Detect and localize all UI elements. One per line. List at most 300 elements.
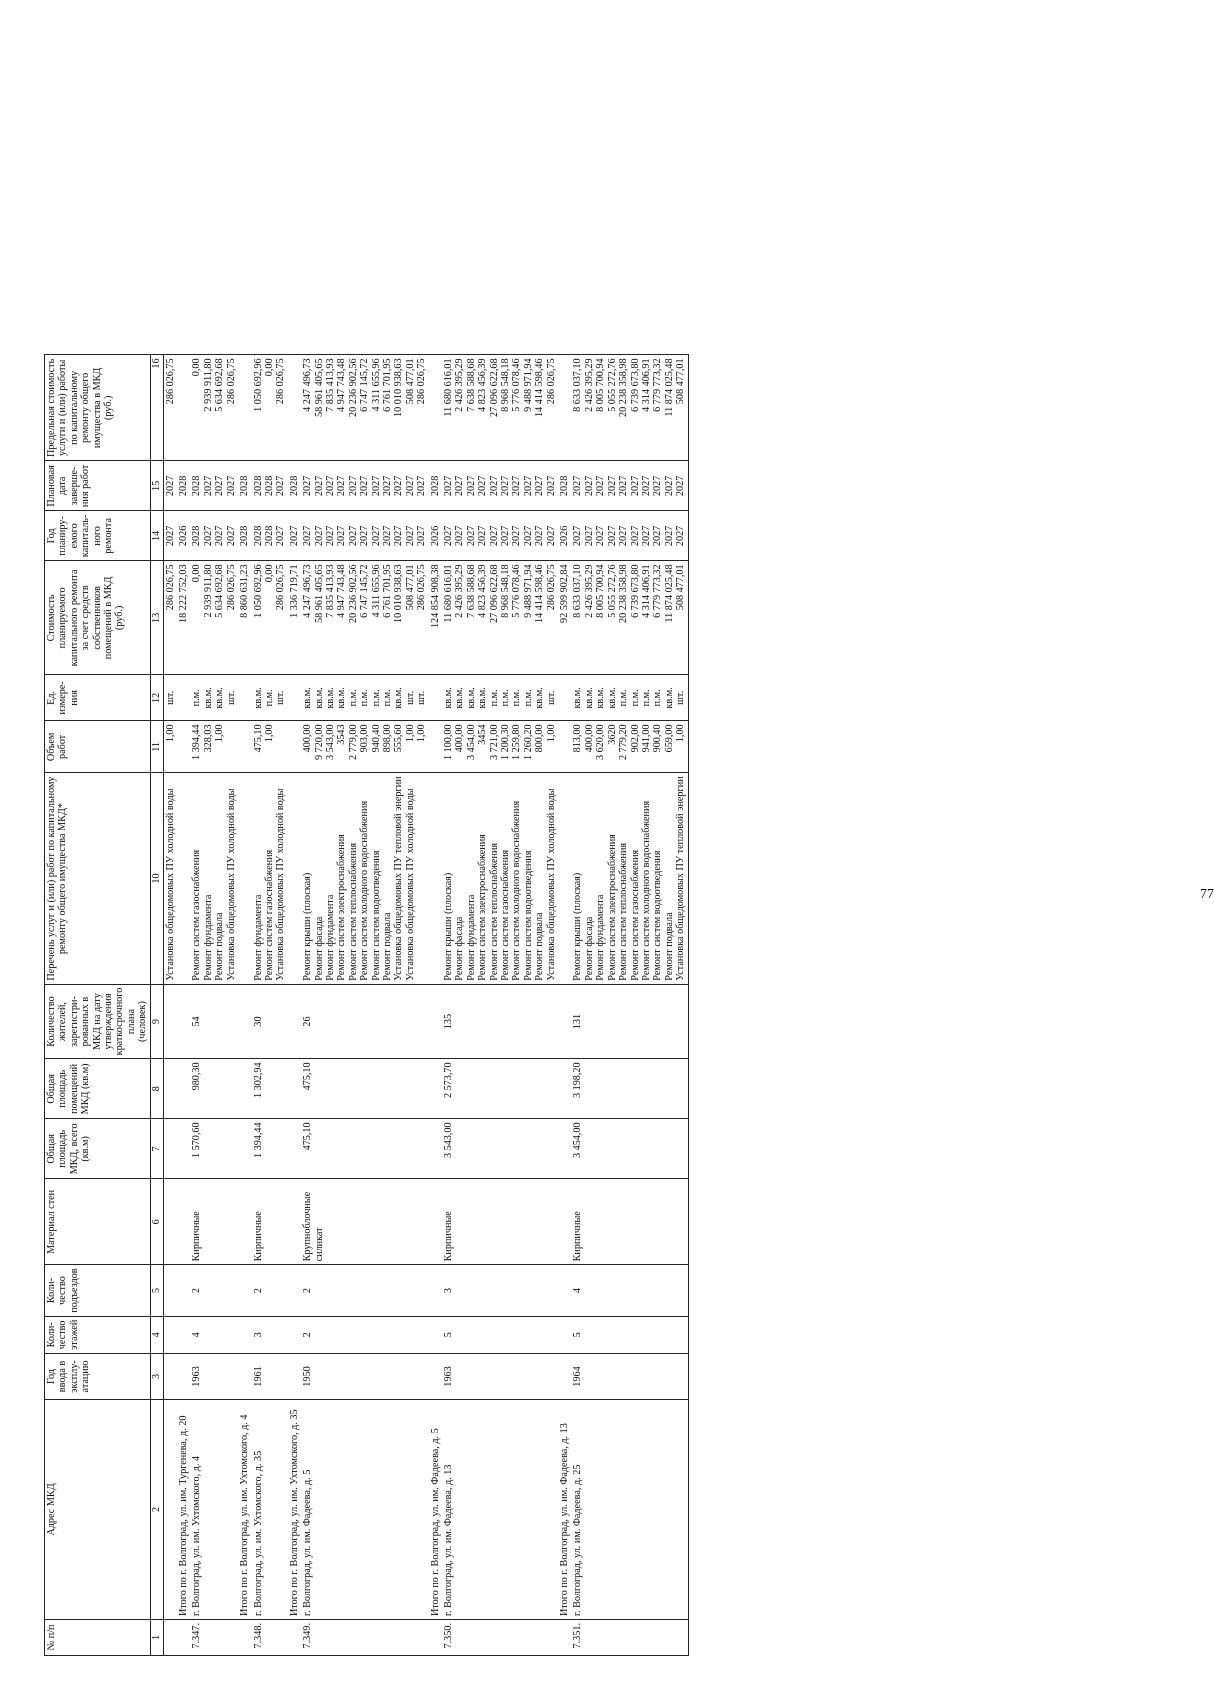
unit-line: кв.м. — [336, 687, 348, 709]
completion-date-line: 2027 — [302, 475, 314, 497]
cost — [163, 561, 177, 675]
unit-line: п.м. — [629, 689, 641, 707]
unit-line: п.м. — [359, 689, 371, 707]
repair-year — [571, 511, 688, 561]
completion-date-line: 2027 — [214, 475, 226, 497]
empty-cell — [288, 1179, 301, 1265]
work-item — [571, 773, 688, 984]
completion-date-line: 2027 — [164, 475, 176, 497]
work-item-line: Ремонт систем газоснабжения — [263, 849, 275, 981]
limit-cost-line: 286 026,75 — [416, 358, 428, 405]
work-item-line: Ремонт фундамента — [202, 894, 214, 981]
floors-count: 4 — [190, 1316, 238, 1353]
unit-line: п.м. — [370, 689, 382, 707]
column-number: 15 — [150, 461, 163, 511]
limit-cost-line: 4 823 456,39 — [477, 358, 489, 412]
volume-line: 940,40 — [370, 724, 382, 753]
empty-cell — [429, 355, 442, 461]
completion-date-line: 2027 — [324, 475, 336, 497]
total-row — [238, 355, 251, 1656]
cost-line: 27 096 622,68 — [488, 564, 500, 623]
cost-line: 8 005 700,94 — [595, 564, 607, 618]
empty-cell — [429, 1179, 442, 1265]
volume — [301, 721, 428, 773]
unit-line: кв.м. — [393, 687, 405, 709]
volume-line: 800,00 — [534, 724, 546, 753]
cost-line: 5 055 272,76 — [606, 564, 618, 618]
row-number: 7.348. — [252, 1620, 288, 1656]
completion-date-line: 2027 — [618, 475, 630, 497]
building-row — [190, 355, 238, 1656]
completion-date-line: 2027 — [500, 475, 512, 497]
cost — [442, 561, 558, 675]
volume-line: 1 100,00 — [443, 724, 454, 761]
unit-line: п.м. — [191, 689, 203, 707]
limit-cost — [301, 355, 428, 461]
column-number: 8 — [150, 1059, 163, 1119]
unit-line: кв.м. — [663, 687, 675, 709]
unit-line: п.м. — [347, 689, 359, 707]
repair-year-line: 2027 — [652, 525, 664, 547]
completion-date-line: 2027 — [336, 475, 348, 497]
limit-cost-line: 1 050 692,96 — [252, 358, 264, 412]
volume-line: 1,00 — [263, 724, 275, 743]
total-label: Итого по г. Волгоград, ул. им. Фадеева, д. 13 — [558, 1400, 571, 1620]
unit-line: п.м. — [381, 689, 393, 707]
completion-date-line: 2027 — [347, 475, 359, 497]
column-number: 7 — [150, 1119, 163, 1179]
cost-line: 4 947 743,48 — [336, 564, 348, 618]
commission-year: 1963 — [442, 1354, 558, 1400]
work-item-line: Установка общедомовых ПУ холодной воды — [404, 788, 416, 981]
repair-year-line: 2027 — [640, 525, 652, 547]
unit-line: п.м. — [618, 689, 630, 707]
cost-line: 6 747 145,72 — [359, 564, 371, 618]
entrances-count: 2 — [252, 1265, 288, 1316]
volume-line: 1,00 — [416, 724, 428, 743]
volume-line: 900,40 — [652, 724, 664, 753]
work-item-line: Ремонт фундамента — [595, 894, 607, 981]
cost-line: 58 961 405,65 — [313, 564, 325, 623]
empty-cell — [238, 355, 251, 461]
repair-year-line: 2027 — [443, 525, 454, 547]
unit-line: п.м. — [522, 689, 534, 707]
work-item-line: Ремонт систем электроснабжения — [336, 834, 348, 981]
volume-line: 941,00 — [640, 724, 652, 753]
residents-count: 135 — [442, 984, 558, 1059]
empty-cell — [238, 1620, 251, 1656]
work-item-line: Ремонт систем электроснабжения — [606, 834, 618, 981]
completion-date-line: 2027 — [275, 475, 287, 497]
building-address: г. Волгоград, ул. им. Фадеева, д. 5 — [301, 1400, 428, 1620]
repair-year-line: 2027 — [572, 525, 584, 547]
completion-date-line: 2027 — [675, 475, 687, 497]
completion-date-line: 2027 — [545, 475, 557, 497]
empty-cell — [177, 1059, 190, 1119]
total-label: Итого по г. Волгоград, ул. им. Ухтомского, д. 35 — [288, 1400, 301, 1620]
empty-cell — [177, 721, 190, 773]
rooms-area: 2 573,70 — [442, 1059, 558, 1119]
cost-line: 8 633 037,10 — [572, 564, 584, 618]
volume-line: 3 543,00 — [324, 724, 336, 761]
building-row — [301, 355, 428, 1656]
work-item-line: Ремонт систем теплоснабжения — [618, 842, 630, 981]
empty-cell — [288, 675, 301, 721]
work-item — [301, 773, 428, 984]
empty-cell — [177, 355, 190, 461]
building-address: г. Волгоград, ул. им. Фадеева, д. 13 — [442, 1400, 558, 1620]
volume-line: 400,00 — [583, 724, 595, 753]
column-number: 16 — [150, 355, 163, 461]
empty-cell — [163, 1119, 177, 1179]
unit-line: кв.м. — [583, 687, 595, 709]
empty-cell — [558, 675, 571, 721]
volume — [252, 721, 288, 773]
empty-cell — [558, 721, 571, 773]
cost-line: 4 823 456,39 — [477, 564, 489, 618]
unit-line: кв.м. — [313, 687, 325, 709]
column-number: 3 — [150, 1354, 163, 1400]
total-cost: 124 854 908,38 — [429, 561, 442, 675]
rooms-area: 1 302,94 — [252, 1059, 288, 1119]
cost-line: 7 835 413,93 — [324, 564, 336, 618]
repair-year-line: 2027 — [381, 525, 393, 547]
building-row — [571, 355, 688, 1656]
cost-line: 20 238 358,98 — [618, 564, 630, 623]
work-item-line: Ремонт крыши (плоская) — [572, 872, 584, 981]
column-number: 13 — [150, 561, 163, 675]
unit — [163, 675, 177, 721]
completion-date-line: 2027 — [454, 475, 466, 497]
residents-count: 30 — [252, 984, 288, 1059]
column-header: Адрес МКД — [45, 1400, 151, 1620]
completion-date — [190, 461, 238, 511]
work-item-line: Ремонт фундамента — [252, 894, 264, 981]
unit-line: кв.м. — [606, 687, 618, 709]
commission-year: 1964 — [571, 1354, 688, 1400]
cost-line: 20 236 902,56 — [347, 564, 359, 623]
column-number: 11 — [150, 721, 163, 773]
repair-year-line: 2027 — [511, 525, 523, 547]
empty-cell — [163, 984, 177, 1059]
repair-year-line: 2027 — [313, 525, 325, 547]
total-label: Итого по г. Волгоград, ул. им. Тургенева, д. 20 — [177, 1400, 190, 1620]
unit-line: кв.м. — [443, 687, 454, 709]
empty-cell — [558, 1354, 571, 1400]
unit-line: шт. — [164, 690, 176, 705]
total-date: 2028 — [238, 461, 251, 511]
unit — [190, 675, 238, 721]
volume-line: 1,00 — [214, 724, 226, 743]
column-number: 6 — [150, 1179, 163, 1265]
rooms-area: 980,30 — [190, 1059, 238, 1119]
work-item-line: Ремонт крыши (плоская) — [443, 872, 454, 981]
empty-cell — [558, 1265, 571, 1316]
unit-line: кв.м. — [302, 687, 314, 709]
cost-line: 5 634 692,68 — [214, 564, 226, 618]
unit-line: п.м. — [640, 689, 652, 707]
limit-cost-line: 286 026,75 — [225, 358, 237, 405]
limit-cost-line: 4 947 743,48 — [336, 358, 348, 412]
empty-cell — [238, 675, 251, 721]
column-header: Объем работ — [45, 721, 151, 773]
building-row — [252, 355, 288, 1656]
repair-year — [163, 511, 177, 561]
completion-date — [442, 461, 558, 511]
limit-cost-line: 6 779 773,32 — [652, 358, 664, 412]
empty-cell — [558, 1316, 571, 1353]
total-date: 2028 — [288, 461, 301, 511]
limit-cost-line: 10 010 938,63 — [393, 358, 405, 417]
limit-cost-line: 14 414 598,46 — [534, 358, 546, 417]
cost — [190, 561, 238, 675]
work-item-line: Ремонт подвала — [534, 912, 546, 981]
cost-line: 508 477,01 — [675, 564, 687, 611]
limit-cost-line: 9 488 971,94 — [522, 358, 534, 412]
unit-line: п.м. — [500, 689, 512, 707]
empty-cell — [177, 1354, 190, 1400]
building-address: г. Волгоград, ул. им. Ухтомского, д. 35 — [252, 1400, 288, 1620]
work-item-line: Установка общедомовых ПУ холодной воды — [545, 788, 557, 981]
cost — [252, 561, 288, 675]
repair-year-line: 2027 — [488, 525, 500, 547]
completion-date-line: 2027 — [225, 475, 237, 497]
empty-cell — [429, 675, 442, 721]
empty-cell — [429, 1265, 442, 1316]
limit-cost — [442, 355, 558, 461]
repair-year-line: 2028 — [191, 525, 203, 547]
table-body — [163, 355, 688, 1656]
repair-year-line: 2027 — [393, 525, 405, 547]
limit-cost-line: 4 314 406,91 — [640, 358, 652, 412]
floors-count: 2 — [301, 1316, 428, 1353]
empty-cell — [238, 1059, 251, 1119]
limit-cost-line: 11 874 025,48 — [663, 358, 675, 417]
empty-cell — [163, 1354, 177, 1400]
limit-cost-line: 5 776 078,46 — [511, 358, 523, 412]
total-year: 2026 — [429, 511, 442, 561]
limit-cost-line: 27 096 622,68 — [488, 358, 500, 417]
column-header: Плановая дата заверше-ния работ — [45, 461, 151, 511]
limit-cost-line: 5 055 272,76 — [606, 358, 618, 412]
building-address: г. Волгоград, ул. им. Фадеева, д. 25 — [571, 1400, 688, 1620]
unit-line: кв.м. — [595, 687, 607, 709]
limit-cost-line: 20 236 902,56 — [347, 358, 359, 417]
total-date: 2028 — [558, 461, 571, 511]
unit-line: п.м. — [488, 689, 500, 707]
limit-cost-line: 7 638 588,68 — [465, 358, 477, 412]
work-item-line: Установка общедомовых ПУ холодной воды — [225, 788, 237, 981]
limit-cost-line: 286 026,75 — [275, 358, 287, 405]
volume-line: 3620 — [606, 724, 618, 745]
volume-line: 902,00 — [629, 724, 641, 753]
repair-year-line: 2027 — [370, 525, 382, 547]
unit-line: шт. — [675, 690, 687, 705]
empty-cell — [558, 1620, 571, 1656]
completion-date-line: 2027 — [381, 475, 393, 497]
column-header: Общая площадь МКД, всего (кв.м) — [45, 1119, 151, 1179]
entrances-count: 2 — [301, 1265, 428, 1316]
unit-line: шт. — [545, 690, 557, 705]
repair-year-line: 2027 — [465, 525, 477, 547]
repair-year-line: 2027 — [214, 525, 226, 547]
limit-cost-line: 6 761 701,95 — [381, 358, 393, 412]
volume-line: 328,03 — [202, 724, 214, 753]
limit-cost-line: 6 739 673,80 — [629, 358, 641, 412]
limit-cost-line: 8 005 700,94 — [595, 358, 607, 412]
empty-cell — [177, 984, 190, 1059]
page-number: 77 — [1200, 887, 1214, 902]
cost-line: 11 874 025,48 — [663, 564, 675, 623]
completion-date — [163, 461, 177, 511]
unit-line: п.м. — [511, 689, 523, 707]
empty-cell — [163, 1179, 177, 1265]
total-year: 2026 — [177, 511, 190, 561]
cost-line: 286 026,75 — [164, 564, 176, 611]
completion-date-line: 2027 — [393, 475, 405, 497]
residents-count: 26 — [301, 984, 428, 1059]
unit-line: кв.м. — [214, 687, 226, 709]
work-item-line: Ремонт систем холодного водоснабжения — [640, 800, 652, 981]
limit-cost-line: 2 939 911,80 — [202, 358, 214, 412]
unit-line: шт. — [416, 690, 428, 705]
completion-date-line: 2027 — [595, 475, 607, 497]
column-number: 9 — [150, 984, 163, 1059]
work-item-line: Ремонт систем теплоснабжения — [488, 842, 500, 981]
completion-date-line: 2027 — [202, 475, 214, 497]
empty-cell — [177, 675, 190, 721]
total-cost: 1 336 719,71 — [288, 561, 301, 675]
volume-line: 3454 — [477, 724, 489, 745]
unit-line: п.м. — [652, 689, 664, 707]
cost-line: 4 247 496,73 — [302, 564, 314, 618]
volume-line: 1,00 — [675, 724, 687, 743]
capital-repair-table — [44, 354, 689, 1656]
total-row — [288, 355, 301, 1656]
column-number: 4 — [150, 1316, 163, 1353]
empty-cell — [238, 1354, 251, 1400]
unit-line: шт. — [404, 690, 416, 705]
work-item-line: Ремонт фундамента — [324, 894, 336, 981]
column-header: Предельная стоимость услуги и (или) работы по капитальному ремонту общего имущества в МКД (руб.) — [45, 355, 151, 461]
work-item-line: Ремонт фундамента — [465, 894, 477, 981]
unit — [301, 675, 428, 721]
empty-cell — [163, 1620, 177, 1656]
cost — [301, 561, 428, 675]
residents-count: 54 — [190, 984, 238, 1059]
completion-date-line: 2027 — [663, 475, 675, 497]
volume-line: 1 259,80 — [511, 724, 523, 761]
repair-year-line: 2027 — [606, 525, 618, 547]
empty-cell — [429, 721, 442, 773]
unit-line: п.м. — [263, 689, 275, 707]
volume-line: 898,00 — [381, 724, 393, 753]
limit-cost-line: 11 680 616,01 — [443, 358, 454, 417]
cost-line: 2 939 911,80 — [202, 564, 214, 618]
cost-line: 4 314 406,91 — [640, 564, 652, 618]
limit-cost — [190, 355, 238, 461]
empty-cell — [558, 1059, 571, 1119]
volume-line: 3 721,00 — [488, 724, 500, 761]
limit-cost-line: 58 961 405,65 — [313, 358, 325, 417]
empty-cell — [177, 1316, 190, 1353]
column-header: Коли-чество этажей — [45, 1316, 151, 1353]
column-header: Год ввода в эксплу-атацию — [45, 1354, 151, 1400]
volume-line: 400,00 — [302, 724, 314, 753]
completion-date-line: 2027 — [443, 475, 454, 497]
repair-year — [252, 511, 288, 561]
total-date: 2028 — [177, 461, 190, 511]
total-cost: 8 860 631,23 — [238, 561, 251, 675]
repair-year-line: 2027 — [164, 525, 176, 547]
column-header: Стоимость планируемого капитального ремонта за счет средств собственников помещений в МКД (руб.) — [45, 561, 151, 675]
completion-date-line: 2027 — [416, 475, 428, 497]
limit-cost-line: 7 835 413,93 — [324, 358, 336, 412]
empty-cell — [429, 1354, 442, 1400]
empty-cell — [288, 1354, 301, 1400]
column-header: Материал стен — [45, 1179, 151, 1265]
wall-material: Крупноблочные силикат — [301, 1179, 428, 1265]
repair-year — [190, 511, 238, 561]
empty-cell — [429, 984, 442, 1059]
work-item — [163, 773, 177, 984]
total-area: 3 543,00 — [442, 1119, 558, 1179]
volume-line: 1 260,20 — [522, 724, 534, 761]
empty-cell — [163, 1265, 177, 1316]
total-year: 2027 — [288, 511, 301, 561]
cost-line: 286 026,75 — [275, 564, 287, 611]
completion-date-line: 2027 — [404, 475, 416, 497]
repair-year-line: 2027 — [275, 525, 287, 547]
unit-line: кв.м. — [477, 687, 489, 709]
unit-line: шт. — [225, 690, 237, 705]
volume-line: 1,00 — [404, 724, 416, 743]
wall-material: Кирпичные — [190, 1179, 238, 1265]
volume-line: 475,10 — [252, 724, 264, 753]
completion-date-line: 2027 — [640, 475, 652, 497]
repair-year-line: 2027 — [416, 525, 428, 547]
completion-date-line: 2027 — [511, 475, 523, 497]
repair-year — [442, 511, 558, 561]
completion-date-line: 2027 — [583, 475, 595, 497]
work-item-line: Ремонт систем теплоснабжения — [347, 842, 359, 981]
work-item-line: Ремонт фасада — [313, 916, 325, 981]
cost-line: 4 311 655,96 — [370, 564, 382, 618]
cost-line: 10 010 938,63 — [393, 564, 405, 623]
total-row — [177, 355, 190, 1656]
volume-line: 555,60 — [393, 724, 405, 753]
limit-cost — [163, 355, 177, 461]
cost-line: 1 050 692,96 — [252, 564, 264, 618]
empty-cell — [288, 773, 301, 984]
completion-date — [301, 461, 428, 511]
volume-line: 1,00 — [164, 724, 176, 743]
work-item-line: Ремонт крыши (плоская) — [302, 872, 314, 981]
empty-cell — [177, 1119, 190, 1179]
empty-cell — [177, 1620, 190, 1656]
total-row — [558, 355, 571, 1656]
empty-cell — [238, 773, 251, 984]
volume-line: 1 200,30 — [500, 724, 512, 761]
empty-cell — [163, 1400, 177, 1620]
completion-date-line: 2027 — [488, 475, 500, 497]
repair-year-line: 2027 — [618, 525, 630, 547]
total-area: 3 454,00 — [571, 1119, 688, 1179]
work-item-line: Ремонт подвала — [381, 912, 393, 981]
repair-year-line: 2027 — [324, 525, 336, 547]
column-number: 14 — [150, 511, 163, 561]
empty-cell — [558, 355, 571, 461]
